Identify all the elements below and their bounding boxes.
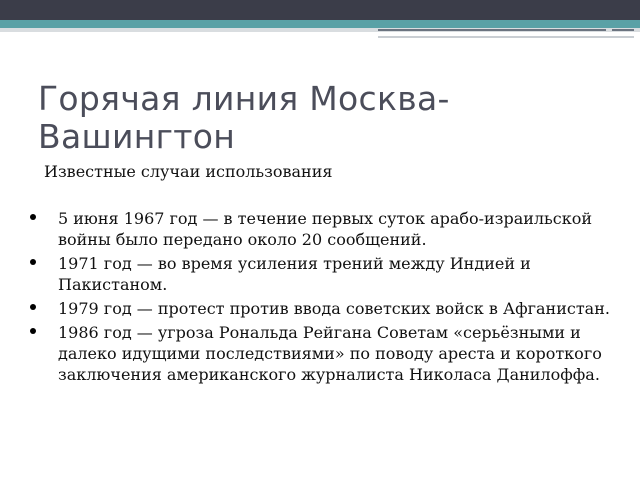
list-item-text: 5 июня 1967 год — в течение первых суток арабо-израильской войны было передано около 20 сообщений. [58,209,593,249]
header-accent-line-short [612,29,634,31]
bullet-icon [30,214,36,220]
events-list [30,208,610,388]
header-dark-band [0,0,640,20]
list-item [30,208,610,250]
list-item [30,298,610,319]
bullet-icon [30,259,36,265]
header-accent-line [378,29,606,31]
slide-subtitle: Известные случаи использования [44,162,333,181]
bullet-icon [30,304,36,310]
list-item [30,253,610,295]
header-teal-band [0,20,640,28]
list-item-text: 1986 год — угроза Рональда Рейгана Советам «серьёзными и далеко идущими последствиями» по поводу ареста и короткого заключения американского журналиста Николаса Данилоффа. [58,323,602,384]
bullet-icon [30,328,36,334]
list-item [30,322,610,385]
header-accent-underline [378,36,634,38]
slide-title: Горячая линия Москва-Вашингтон [38,79,450,156]
list-item-text: 1979 год — протест против ввода советских войск в Афганистан. [58,299,610,318]
list-item-text: 1971 год — во время усиления трений между Индией и Пакистаном. [58,254,531,294]
